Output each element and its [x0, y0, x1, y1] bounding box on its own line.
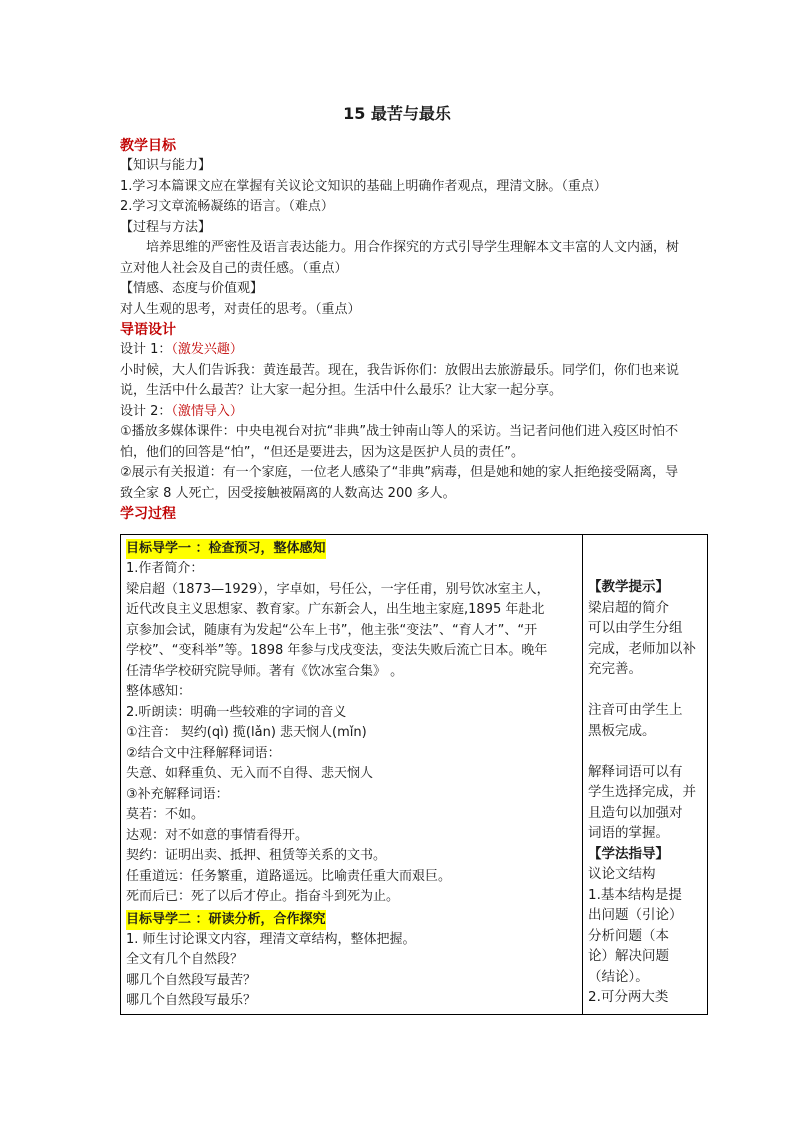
table-line: 失意、如释重负、无入而不自得、悲天悯人 — [126, 766, 374, 781]
design2-line — [120, 402, 710, 423]
table-line: 哪几个自然段写最乐？ — [126, 993, 257, 1008]
table-line: 1.基本结构是提 — [588, 886, 682, 903]
table-line: 论）解决问题 — [588, 948, 669, 964]
table-line: 达观：对不如意的事情看得开。 — [126, 827, 309, 843]
page-title: 15 最苦与最乐 — [343, 104, 451, 123]
emotion-heading: 【情感、态度与价值观】 — [120, 281, 264, 296]
table-line: 可以由学生分组 — [588, 620, 683, 636]
table-line: 1. 师生讨论课文内容，理清文章结构，整体把握。 — [126, 931, 416, 947]
emotion-text: 对人生观的思考，对责任的思考。（重点） — [120, 301, 361, 317]
design1-line — [120, 340, 710, 361]
process-heading: 【过程与方法】 — [120, 219, 212, 235]
process-section-heading: 学习过程 — [120, 506, 176, 522]
table-line: 全文有几个自然段？ — [126, 952, 244, 967]
table-line: 【教学提示】 — [588, 579, 669, 595]
left-lines-group-1 — [126, 559, 577, 908]
table-line: 整体感知： — [126, 684, 192, 699]
knowledge-heading: 【知识与能力】 — [120, 158, 212, 173]
design1-tag: （激发兴趣） — [171, 342, 243, 357]
table-line: ③补充解释词语： — [126, 786, 229, 802]
table-line — [588, 680, 702, 701]
goal-1-label: 目标导学一 ：检查预习，整体感知 — [126, 539, 326, 559]
table-left-cell — [121, 535, 583, 1015]
table-line: （结论）。 — [588, 968, 649, 985]
table-right-cell — [583, 535, 708, 1015]
table-line: ①注音： 契约(qì) 揽(lǎn) 悲天悯人(mǐn) — [126, 725, 367, 740]
lesson-table — [120, 534, 708, 1015]
table-line: 梁启超（1873—1929），字卓如，号任公，一字任甫，别号饮冰室主人， — [126, 581, 550, 597]
table-line: 分析问题（本 — [588, 927, 669, 944]
table-line: 充完善。 — [588, 661, 642, 677]
table-line: 京参加会试，随康有为发起“公车上书”，他主张“变法”、“育人才”、“开 — [126, 622, 538, 638]
knowledge-item-1: 1.学习本篇课文应在掌握有关议论文知识的基础上明确作者观点，理清文脉。（重点） — [120, 178, 607, 194]
table-line: 学校”、“变科举”等。1898 年参与戊戌变法，变法失败后流亡日本。晚年 — [126, 643, 548, 658]
intro-heading: 导语设计 — [120, 322, 176, 338]
table-line: 契约：证明出卖、抵押、租赁等关系的文书。 — [126, 848, 387, 863]
table-line: 任重道远：任务繁重，道路遥远。比喻责任重大而艰巨。 — [126, 868, 452, 884]
table-line: 1.作者简介： — [126, 561, 204, 576]
right-lines-group — [588, 577, 702, 1008]
objectives-heading: 教学目标 — [120, 138, 176, 154]
table-line: 解释词语可以有 — [588, 763, 683, 780]
table-line: 完成，老师加以补 — [588, 640, 696, 657]
table-line: ②结合文中注释解释词语： — [126, 745, 281, 761]
design2-tag: （激情导入） — [171, 403, 243, 419]
process-text: 培养思维的严密性及语言表达能力。用合作探究的方式引导学生理解本文丰富的人文内涵，树立对他人社会及自己的责任感。（重点） — [120, 240, 680, 276]
design2-item-1: ①播放多媒体课件：中央电视台对抗“非典”战士钟南山等人的采访。当记者问他们进入疫区时怕不怕，他们的回答是“怕”，“但还是要进去，因为这是医护人员的责任”。 — [120, 424, 679, 460]
table-line: 死而后已：死了以后才停止。指奋斗到死为止。 — [126, 889, 400, 904]
design1-text: 小时候，大人们告诉我：黄连最苦。现在，我告诉你们：放假出去旅游最乐。同学们，你们也来说说，生活中什么最苦？让大家一起分担。生活中什么最乐？让大家一起分享。 — [120, 362, 680, 398]
table-line: 【学法指导】 — [588, 845, 669, 862]
design2-item-2: ②展示有关报道：有一个家庭，一位老人感染了“非典”病毒，但是她和她的家人拒绝接受隔离，导致全家 8 人死亡，因受接触被隔离的人数高达 200 多人。 — [120, 465, 679, 501]
table-line: 2.听朗读：明确一些较难的字词的音义 — [126, 704, 347, 720]
table-line: 议论文结构 — [588, 866, 656, 882]
table-line: 出问题（引论） — [588, 907, 683, 923]
table-line — [588, 741, 702, 762]
table-line: 梁启超的简介 — [588, 599, 669, 616]
design1-label: 设计 1： — [120, 342, 172, 357]
table-line: 注音可由学生上 — [588, 702, 683, 718]
left-lines-group-2 — [126, 930, 577, 1012]
table-line: 近代改良主义思想家、教育家。广东新会人，出生地主家庭,1895 年赴北 — [126, 602, 545, 617]
table-line: 黑板完成。 — [588, 722, 656, 739]
table-line: 莫若：不如。 — [126, 807, 205, 822]
knowledge-item-2: 2.学习文章流畅凝练的语言。（难点） — [120, 199, 334, 214]
table-line: 2.可分两大类 — [588, 989, 669, 1005]
goal-2-label: 目标导学二 ：研读分析，合作探究 — [126, 910, 326, 930]
table-line: 且造句以加强对 — [588, 804, 683, 821]
table-line: 词语的掌握。 — [588, 825, 669, 841]
table-line: 哪几个自然段写最苦？ — [126, 972, 257, 988]
table-line: 学生选择完成，并 — [588, 784, 696, 800]
design2-label: 设计 2： — [120, 403, 172, 419]
table-line: 任清华学校研究院导师。著有《饮冰室合集》 。 — [126, 663, 404, 679]
